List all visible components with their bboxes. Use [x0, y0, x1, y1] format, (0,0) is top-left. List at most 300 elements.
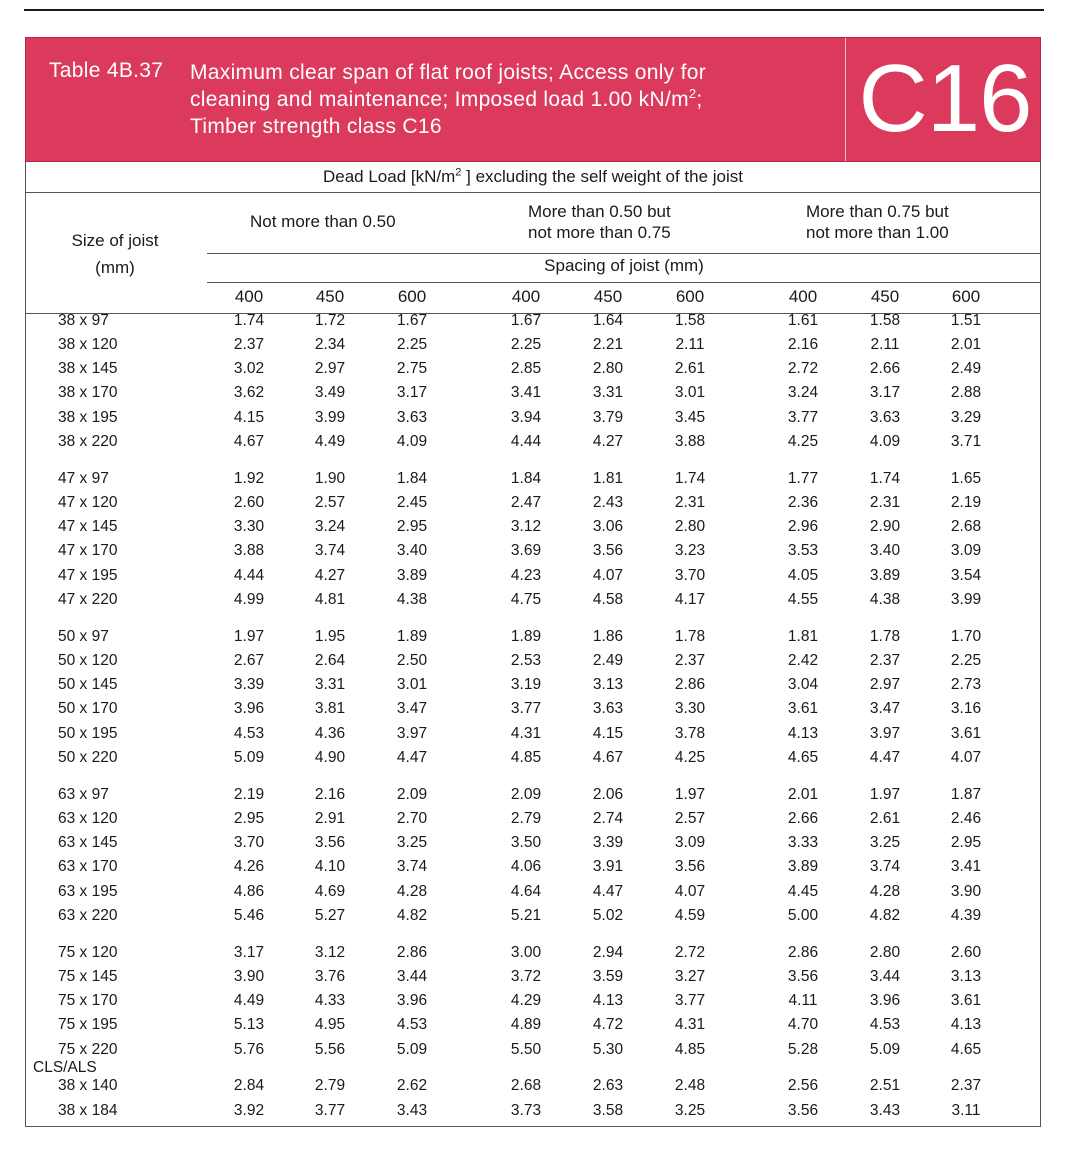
span-value-cell: 1.86: [592, 628, 624, 645]
joist-size-cell: 75 x 220: [58, 1041, 118, 1058]
span-value-cell: 2.70: [396, 810, 428, 827]
spacing-rule: [207, 282, 1041, 283]
span-value-cell: 2.43: [592, 494, 624, 511]
span-value-cell: 1.97: [869, 786, 901, 803]
span-value-cell: 4.07: [592, 567, 624, 584]
span-value-cell: 3.09: [950, 542, 982, 559]
table-row: [0, 834, 1068, 854]
table-row: [0, 591, 1068, 611]
span-value-cell: 1.95: [314, 628, 346, 645]
title-line-2-suffix: ;: [696, 88, 703, 111]
load-group-2: [528, 201, 671, 243]
span-value-cell: 2.49: [950, 360, 982, 377]
span-value-cell: 2.94: [592, 944, 624, 961]
span-value-cell: 3.25: [869, 834, 901, 851]
span-value-cell: 3.47: [869, 700, 901, 717]
span-value-cell: 1.67: [510, 312, 542, 329]
span-value-cell: 2.86: [396, 944, 428, 961]
span-value-cell: 3.40: [396, 542, 428, 559]
span-value-cell: 3.74: [314, 542, 346, 559]
load-group-1: [250, 211, 396, 232]
span-value-cell: 1.77: [787, 470, 819, 487]
span-value-cell: 5.00: [787, 907, 819, 924]
span-value-cell: 2.74: [592, 810, 624, 827]
span-value-cell: 1.58: [674, 312, 706, 329]
span-value-cell: 2.80: [869, 944, 901, 961]
span-value-cell: 5.46: [233, 907, 265, 924]
joist-size-cell: 38 x 120: [58, 336, 118, 353]
span-value-cell: 1.58: [869, 312, 901, 329]
span-value-cell: 2.72: [674, 944, 706, 961]
joist-size-cell: 75 x 120: [58, 944, 118, 961]
joist-size-cell: 63 x 195: [58, 883, 118, 900]
joist-size-cell: 63 x 145: [58, 834, 118, 851]
joist-size-cell: 50 x 170: [58, 700, 118, 717]
span-value-cell: 3.41: [950, 858, 982, 875]
span-value-cell: 3.17: [869, 384, 901, 401]
span-value-cell: 3.13: [592, 676, 624, 693]
span-value-cell: 3.89: [869, 567, 901, 584]
span-value-cell: 4.44: [510, 433, 542, 450]
span-value-cell: 3.88: [233, 542, 265, 559]
spacing-450-c: 450: [870, 287, 900, 306]
span-value-cell: 4.31: [674, 1016, 706, 1033]
table-title: [190, 59, 830, 140]
span-value-cell: 3.53: [787, 542, 819, 559]
joist-size-cell: 63 x 170: [58, 858, 118, 875]
span-value-cell: 2.53: [510, 652, 542, 669]
table-row: [0, 336, 1068, 356]
span-value-cell: 4.13: [787, 725, 819, 742]
span-value-cell: 2.73: [950, 676, 982, 693]
span-value-cell: 2.68: [510, 1077, 542, 1094]
span-value-cell: 3.89: [396, 567, 428, 584]
table-row: [0, 628, 1068, 648]
span-value-cell: 3.70: [233, 834, 265, 851]
joist-size-cell: 38 x 184: [58, 1102, 118, 1119]
span-value-cell: 5.30: [592, 1041, 624, 1058]
span-value-cell: 2.37: [950, 1077, 982, 1094]
table-header-banner: [25, 37, 1041, 162]
span-value-cell: 4.67: [233, 433, 265, 450]
load-group-1-line-1: Not more than 0.50: [250, 212, 396, 231]
spacing-heading: Spacing of joist (mm): [544, 256, 704, 275]
span-value-cell: 3.06: [592, 518, 624, 535]
span-value-cell: 2.60: [233, 494, 265, 511]
span-value-cell: 4.44: [233, 567, 265, 584]
joist-size-cell: 63 x 120: [58, 810, 118, 827]
span-value-cell: 2.61: [869, 810, 901, 827]
spacing-600-b: 600: [675, 287, 705, 306]
joist-size-cell: 38 x 140: [58, 1077, 118, 1094]
span-value-cell: 4.36: [314, 725, 346, 742]
span-value-cell: 3.56: [787, 968, 819, 985]
span-value-cell: 4.90: [314, 749, 346, 766]
span-value-cell: 4.27: [314, 567, 346, 584]
joist-size-cell: 38 x 220: [58, 433, 118, 450]
size-heading-line-2: (mm): [95, 258, 135, 277]
span-value-cell: 3.00: [510, 944, 542, 961]
span-value-cell: 4.82: [396, 907, 428, 924]
span-value-cell: 3.78: [674, 725, 706, 742]
span-value-cell: 3.61: [950, 992, 982, 1009]
span-value-cell: 3.56: [787, 1102, 819, 1119]
span-value-cell: 2.46: [950, 810, 982, 827]
span-value-cell: 4.31: [510, 725, 542, 742]
table-row: [0, 700, 1068, 720]
span-value-cell: 3.56: [674, 858, 706, 875]
span-value-cell: 1.67: [396, 312, 428, 329]
span-value-cell: 3.99: [314, 409, 346, 426]
span-value-cell: 5.50: [510, 1041, 542, 1058]
span-value-cell: 3.13: [950, 968, 982, 985]
span-value-cell: 4.15: [233, 409, 265, 426]
span-value-cell: 1.74: [869, 470, 901, 487]
table-row: [0, 749, 1068, 769]
dead-load-rule: [25, 192, 1041, 193]
span-value-cell: 2.25: [950, 652, 982, 669]
table-row: [0, 1016, 1068, 1036]
joist-size-cell: 50 x 145: [58, 676, 118, 693]
span-value-cell: 5.21: [510, 907, 542, 924]
span-value-cell: 4.53: [396, 1016, 428, 1033]
span-value-cell: 3.12: [510, 518, 542, 535]
span-value-cell: 5.27: [314, 907, 346, 924]
span-value-cell: 3.61: [787, 700, 819, 717]
span-value-cell: 4.09: [396, 433, 428, 450]
spacing-600-c: 600: [951, 287, 981, 306]
span-value-cell: 4.65: [950, 1041, 982, 1058]
span-value-cell: 3.63: [396, 409, 428, 426]
span-value-cell: 4.29: [510, 992, 542, 1009]
span-value-cell: 2.09: [396, 786, 428, 803]
span-value-cell: 4.49: [233, 992, 265, 1009]
span-value-cell: 2.85: [510, 360, 542, 377]
span-value-cell: 3.25: [396, 834, 428, 851]
span-value-cell: 2.95: [950, 834, 982, 851]
table-row: [0, 312, 1068, 332]
span-value-cell: 2.01: [787, 786, 819, 803]
strength-class-code: C16: [858, 45, 1032, 152]
joist-size-cell: 75 x 170: [58, 992, 118, 1009]
span-value-cell: 4.86: [233, 883, 265, 900]
table-row: [0, 542, 1068, 562]
span-value-cell: 2.97: [869, 676, 901, 693]
span-value-cell: 1.61: [787, 312, 819, 329]
span-value-cell: 3.41: [510, 384, 542, 401]
span-value-cell: 3.54: [950, 567, 982, 584]
span-value-cell: 2.42: [787, 652, 819, 669]
span-value-cell: 2.09: [510, 786, 542, 803]
table-row: [0, 567, 1068, 587]
span-value-cell: 3.24: [787, 384, 819, 401]
span-value-cell: 5.02: [592, 907, 624, 924]
table-row: [0, 409, 1068, 429]
span-value-cell: 3.92: [233, 1102, 265, 1119]
title-line-1: Maximum clear span of flat roof joists; Access only for: [190, 61, 707, 84]
span-value-cell: 4.49: [314, 433, 346, 450]
dead-load-text: Dead Load [kN/m: [322, 167, 456, 186]
span-value-cell: 3.77: [787, 409, 819, 426]
span-value-cell: 3.17: [233, 944, 265, 961]
span-value-cell: 4.28: [396, 883, 428, 900]
span-value-cell: 3.96: [869, 992, 901, 1009]
span-value-cell: 3.89: [787, 858, 819, 875]
span-value-cell: 4.81: [314, 591, 346, 608]
span-value-cell: 4.15: [592, 725, 624, 742]
span-value-cell: 4.59: [674, 907, 706, 924]
span-value-cell: 2.36: [787, 494, 819, 511]
span-value-cell: 3.70: [674, 567, 706, 584]
span-value-cell: 2.95: [233, 810, 265, 827]
span-value-cell: 4.67: [592, 749, 624, 766]
joist-size-cell: 75 x 145: [58, 968, 118, 985]
span-value-cell: 4.13: [592, 992, 624, 1009]
span-value-cell: 2.06: [592, 786, 624, 803]
span-value-cell: 2.67: [233, 652, 265, 669]
span-value-cell: 3.47: [396, 700, 428, 717]
span-value-cell: 3.88: [674, 433, 706, 450]
joist-size-cell: 47 x 195: [58, 567, 118, 584]
span-value-cell: 1.87: [950, 786, 982, 803]
span-value-cell: 2.66: [869, 360, 901, 377]
span-value-cell: 2.66: [787, 810, 819, 827]
span-value-cell: 3.04: [787, 676, 819, 693]
span-value-cell: 2.97: [314, 360, 346, 377]
span-value-cell: 4.70: [787, 1016, 819, 1033]
size-column-heading: [40, 227, 190, 281]
load-group-3-line-1: More than 0.75 but: [806, 202, 949, 221]
span-value-cell: 3.76: [314, 968, 346, 985]
load-group-3: [806, 201, 949, 243]
span-value-cell: 3.97: [396, 725, 428, 742]
span-value-cell: 3.31: [592, 384, 624, 401]
span-value-cell: 5.28: [787, 1041, 819, 1058]
span-value-cell: 4.75: [510, 591, 542, 608]
joist-size-cell: 47 x 120: [58, 494, 118, 511]
span-value-cell: 4.26: [233, 858, 265, 875]
span-value-cell: 2.25: [396, 336, 428, 353]
span-value-cell: 3.71: [950, 433, 982, 450]
span-value-cell: 2.19: [233, 786, 265, 803]
span-value-cell: 3.30: [233, 518, 265, 535]
span-value-cell: 2.79: [314, 1077, 346, 1094]
span-value-cell: 2.57: [314, 494, 346, 511]
span-value-cell: 4.82: [869, 907, 901, 924]
span-value-cell: 3.19: [510, 676, 542, 693]
span-value-cell: 2.48: [674, 1077, 706, 1094]
span-value-cell: 2.37: [674, 652, 706, 669]
span-value-cell: 3.81: [314, 700, 346, 717]
span-value-cell: 3.96: [396, 992, 428, 1009]
span-value-cell: 2.19: [950, 494, 982, 511]
span-value-cell: 2.31: [674, 494, 706, 511]
span-value-cell: 1.51: [950, 312, 982, 329]
span-value-cell: 5.76: [233, 1041, 265, 1058]
span-value-cell: 1.89: [396, 628, 428, 645]
span-value-cell: 3.90: [233, 968, 265, 985]
span-value-cell: 4.23: [510, 567, 542, 584]
span-value-cell: 3.63: [592, 700, 624, 717]
load-group-2-line-2: not more than 0.75: [528, 223, 671, 242]
span-value-cell: 3.09: [674, 834, 706, 851]
span-value-cell: 1.65: [950, 470, 982, 487]
span-value-cell: 3.96: [233, 700, 265, 717]
span-value-cell: 3.77: [674, 992, 706, 1009]
span-value-cell: 2.51: [869, 1077, 901, 1094]
load-group-rule: [207, 253, 1041, 254]
span-value-cell: 3.69: [510, 542, 542, 559]
span-value-cell: 4.65: [787, 749, 819, 766]
span-value-cell: 3.79: [592, 409, 624, 426]
span-value-cell: 4.85: [674, 1041, 706, 1058]
span-value-cell: 2.34: [314, 336, 346, 353]
span-value-cell: 3.44: [396, 968, 428, 985]
span-value-cell: 4.47: [869, 749, 901, 766]
span-value-cell: 2.79: [510, 810, 542, 827]
span-value-cell: 4.38: [869, 591, 901, 608]
span-value-cell: 2.16: [314, 786, 346, 803]
table-number: Table 4B.37: [49, 59, 164, 82]
span-value-cell: 3.74: [869, 858, 901, 875]
span-value-cell: 3.17: [396, 384, 428, 401]
span-value-cell: 3.74: [396, 858, 428, 875]
span-value-cell: 3.58: [592, 1102, 624, 1119]
span-value-cell: 3.90: [950, 883, 982, 900]
span-value-cell: 4.09: [869, 433, 901, 450]
span-value-cell: 3.77: [314, 1102, 346, 1119]
span-value-cell: 2.37: [869, 652, 901, 669]
span-value-cell: 2.31: [869, 494, 901, 511]
span-value-cell: 3.27: [674, 968, 706, 985]
span-value-cell: 3.45: [674, 409, 706, 426]
span-value-cell: 1.97: [233, 628, 265, 645]
span-value-cell: 4.17: [674, 591, 706, 608]
spacing-400-a: 400: [234, 287, 264, 306]
span-value-cell: 3.29: [950, 409, 982, 426]
joist-size-cell: 47 x 97: [58, 470, 109, 487]
span-value-cell: 5.09: [869, 1041, 901, 1058]
span-value-cell: 2.11: [675, 336, 705, 353]
span-value-cell: 4.64: [510, 883, 542, 900]
top-rule: [24, 9, 1044, 11]
span-value-cell: 5.09: [233, 749, 265, 766]
span-value-cell: 2.72: [787, 360, 819, 377]
span-value-cell: 3.23: [674, 542, 706, 559]
span-value-cell: 3.39: [233, 676, 265, 693]
load-group-3-line-2: not more than 1.00: [806, 223, 949, 242]
span-value-cell: 4.28: [869, 883, 901, 900]
span-value-cell: 4.13: [950, 1016, 982, 1033]
span-value-cell: 4.06: [510, 858, 542, 875]
joist-size-cell: 47 x 220: [58, 591, 118, 608]
joist-size-cell: 38 x 97: [58, 312, 109, 329]
spacing-600-a: 600: [397, 287, 427, 306]
span-value-cell: 2.61: [674, 360, 706, 377]
joist-size-cell: 50 x 120: [58, 652, 118, 669]
span-value-cell: 3.72: [510, 968, 542, 985]
span-value-cell: 4.38: [396, 591, 428, 608]
span-value-cell: 3.77: [510, 700, 542, 717]
joist-size-cell: 63 x 220: [58, 907, 118, 924]
table-row: [0, 470, 1068, 490]
joist-size-cell: 75 x 195: [58, 1016, 118, 1033]
title-line-2-text: cleaning and maintenance; Imposed load 1.00 kN/m: [190, 88, 689, 111]
spacing-450-a: 450: [315, 287, 345, 306]
span-value-cell: 4.53: [869, 1016, 901, 1033]
span-value-cell: 3.59: [592, 968, 624, 985]
span-value-cell: 5.09: [396, 1041, 428, 1058]
span-value-cell: 2.21: [592, 336, 624, 353]
span-value-cell: 4.55: [787, 591, 819, 608]
span-value-cell: 2.47: [510, 494, 542, 511]
table-row: [0, 1041, 1068, 1061]
table-row: [0, 907, 1068, 927]
table-row: [0, 992, 1068, 1012]
span-value-cell: 2.95: [396, 518, 428, 535]
span-value-cell: 2.64: [314, 652, 346, 669]
table-row: [0, 786, 1068, 806]
span-value-cell: 2.11: [870, 336, 900, 353]
span-value-cell: 3.12: [314, 944, 346, 961]
spacing-400-b: 400: [511, 287, 541, 306]
span-value-cell: 4.58: [592, 591, 624, 608]
title-unit-superscript: 2: [688, 86, 697, 101]
span-value-cell: 3.11: [951, 1102, 981, 1119]
span-value-cell: 3.40: [869, 542, 901, 559]
span-value-cell: 1.64: [592, 312, 624, 329]
span-value-cell: 3.24: [314, 518, 346, 535]
span-value-cell: 2.60: [950, 944, 982, 961]
span-value-cell: 4.25: [787, 433, 819, 450]
span-value-cell: 3.25: [674, 1102, 706, 1119]
span-value-cell: 4.47: [592, 883, 624, 900]
joist-size-cell: 63 x 97: [58, 786, 109, 803]
spacing-400-c: 400: [788, 287, 818, 306]
span-value-cell: 1.74: [233, 312, 265, 329]
span-value-cell: 3.33: [787, 834, 819, 851]
span-value-cell: 4.47: [396, 749, 428, 766]
span-value-cell: 4.07: [950, 749, 982, 766]
span-value-cell: 4.33: [314, 992, 346, 1009]
span-value-cell: 2.25: [510, 336, 542, 353]
table-row: [0, 652, 1068, 672]
span-value-cell: 4.39: [950, 907, 982, 924]
span-value-cell: 2.68: [950, 518, 982, 535]
span-value-cell: 3.97: [869, 725, 901, 742]
span-value-cell: 3.50: [510, 834, 542, 851]
span-value-cell: 4.11: [788, 992, 818, 1009]
table-row: [0, 360, 1068, 380]
span-value-cell: 4.27: [592, 433, 624, 450]
joist-size-cell: 38 x 145: [58, 360, 118, 377]
span-value-cell: 2.63: [592, 1077, 624, 1094]
span-value-cell: 1.72: [314, 312, 346, 329]
dead-load-text-suffix: ] excluding the self weight of the joist: [461, 167, 744, 186]
span-value-cell: 5.56: [314, 1041, 346, 1058]
span-value-cell: 3.31: [314, 676, 346, 693]
spacing-450-b: 450: [593, 287, 623, 306]
span-value-cell: 2.88: [950, 384, 982, 401]
span-value-cell: 3.02: [233, 360, 265, 377]
span-value-cell: 2.45: [396, 494, 428, 511]
span-value-cell: 4.99: [233, 591, 265, 608]
table-row: [0, 810, 1068, 830]
table-row: [0, 676, 1068, 696]
table-row: [0, 944, 1068, 964]
span-value-cell: 3.30: [674, 700, 706, 717]
span-value-cell: 2.91: [314, 810, 346, 827]
